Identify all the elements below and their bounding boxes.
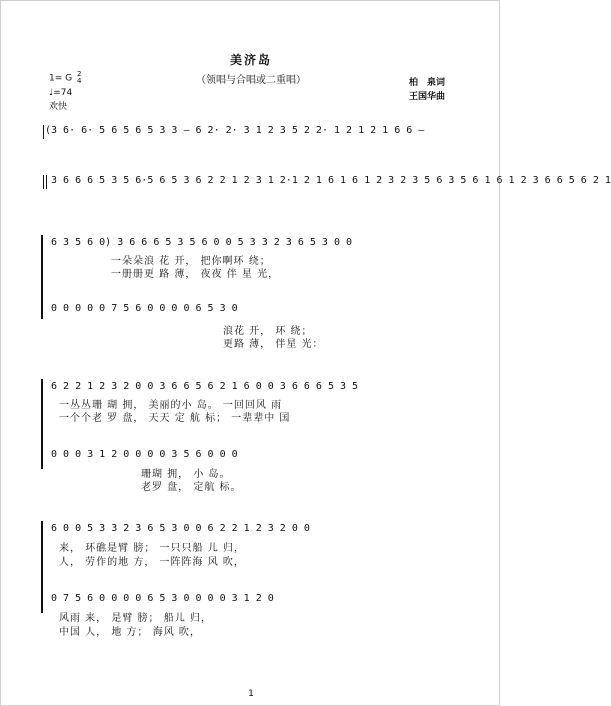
song-subtitle: （领唱与合唱或二重唱） xyxy=(196,75,306,86)
system-brace xyxy=(41,379,43,469)
key-signature xyxy=(49,71,81,85)
lyric-line: 人， 劳作的地 方， 一阵阵海 风 吹， xyxy=(59,557,245,568)
notation-line: 3 6 6 6 5 3 5 6·5 6 5 3 6 2 2 1 2 3 1 2·1 2 1 6 1 6 1 2 3 2 3 5 6 3 5 6 1 6 1 2 3 6 6 5 6 2 1 xyxy=(51,175,611,186)
lyric-line: 来， 环礁是臂 膀； 一只只船 儿 归， xyxy=(59,543,245,554)
song-title: 美济岛 xyxy=(229,53,272,67)
tempo-marking: ♩=74 xyxy=(49,88,73,98)
page-number: 1 xyxy=(248,689,254,699)
key-text: 1= G xyxy=(49,73,73,84)
expression-marking: 欢快 xyxy=(49,102,68,112)
notation-line: 6 0 0 5 3 3 2 3 6 5 3 0 0 6 2 2 1 2 3 2 0 0 xyxy=(51,523,310,534)
lyric-line: 风雨 来， 是臂 膀； 船儿 归， xyxy=(59,613,212,624)
barline xyxy=(43,175,44,189)
barline xyxy=(43,125,44,139)
notation-line: 6 2 2 1 2 3 2 0 0 3 6 6 5 6 2 1 6 0 0 3 6 6 6 5 3 5 xyxy=(51,381,359,392)
system-brace xyxy=(41,235,43,319)
time-top: 2 xyxy=(76,70,82,78)
notation-line: 0 7 5 6 0 0 0 0 6 5 3 0 0 0 0 3 1 2 0 xyxy=(51,593,274,604)
notation-line: 6 3 5 6 0) 3 6 6 6 5 3 5 6 0 0 5 3 3 2 3 6 5 3 0 0 xyxy=(51,237,353,248)
barline xyxy=(46,175,47,189)
system-brace xyxy=(41,521,43,613)
lyric-line: 老罗 盘， 定航 标。 xyxy=(141,482,242,493)
lyric-line: 一册册更 路 薄， 夜夜 伴 星 光， xyxy=(111,269,280,280)
time-signature xyxy=(77,71,81,85)
notation-line: 0 0 0 3 1 2 0 0 0 0 3 5 6 0 0 0 xyxy=(51,449,238,460)
lyric-line: 更路 薄， 伴星 光： xyxy=(223,339,324,350)
lyric-line: 中国 人， 地 方； 海风 吹， xyxy=(59,627,201,638)
time-bottom: 4 xyxy=(76,77,82,85)
lyric-line: 一个个老 罗 盘， 天天 定 航 标； 一辈辈中 国 xyxy=(59,413,291,424)
lyricist-credit: 柏 泉词 xyxy=(409,78,446,88)
lyric-line: 浪花 开， 环 绕； xyxy=(223,326,313,337)
lyric-line: 一朵朵浪 花 开， 把你啊环 绕； xyxy=(111,256,271,267)
lyric-line: 一丛丛珊 瑚 拥， 美丽的小 岛。 一回回风 雨 xyxy=(59,400,283,411)
composer-credit: 王国华曲 xyxy=(409,92,446,102)
lyric-line: 珊瑚 拥， 小 岛。 xyxy=(141,469,231,480)
notation-line: (3 6· 6· 5 6 5 6 5 3 3 – 6 2· 2· 3 1 2 3 5 2 2· 1 2 1 2 1 6 6 – xyxy=(45,125,425,136)
notation-line: 0 0 0 0 0 7 5 6 0 0 0 0 6 5 3 0 xyxy=(51,303,238,314)
